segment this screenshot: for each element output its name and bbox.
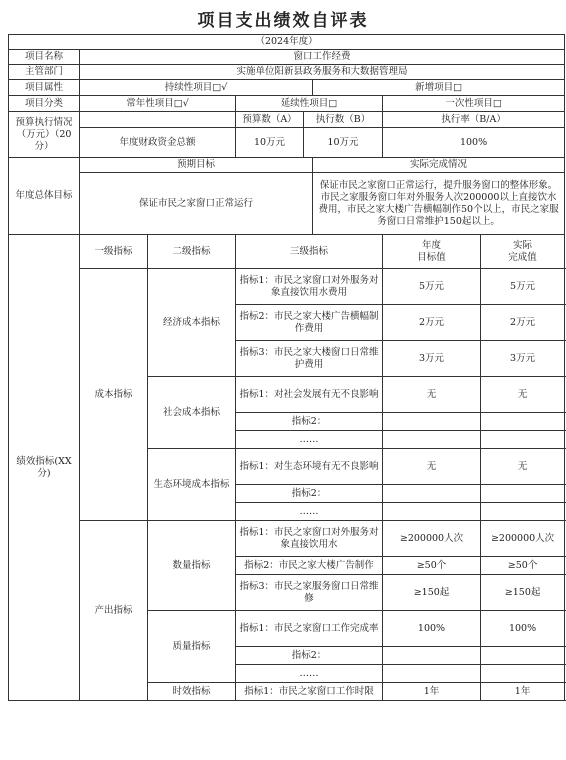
budget-a-value: 10万元 xyxy=(236,128,304,158)
econ-3-actual: 3万元 xyxy=(481,341,565,377)
social-label: 社会成本指标 xyxy=(148,377,236,449)
goal-actual-text: 保证市民之家窗口正常运行，提升服务窗口的整体形象。市民之家服务窗口年对外服务人次200000以上直接饮水费用，市民之家大楼广告横幅制作50个以上，市民之家服务窗口日常维护150起以上。 xyxy=(313,173,565,235)
attr-label: 项目属性 xyxy=(9,80,80,96)
eco-2-actual xyxy=(481,485,565,503)
quality-indicator-3: …… xyxy=(236,665,383,683)
eco-indicator-2: 指标2： xyxy=(236,485,383,503)
quality-3-target xyxy=(383,665,481,683)
time-1-target: 1年 xyxy=(383,683,481,701)
goal-expected-text: 保证市民之家窗口正常运行 xyxy=(80,173,313,235)
qty-indicator-3: 指标3：市民之家服务窗口日常维修 xyxy=(236,575,383,611)
hdr-actual: 实际 完成值 xyxy=(481,235,565,269)
budget-rate-value: 100% xyxy=(383,128,565,158)
hdr-level3: 三级指标 xyxy=(236,235,383,269)
social-3-actual xyxy=(481,431,565,449)
goal-actual-label: 实际完成情况 xyxy=(313,158,565,173)
quality-2-actual xyxy=(481,647,565,665)
dept-label: 主管部门 xyxy=(9,65,80,80)
econ-3-target: 3万元 xyxy=(383,341,481,377)
eco-2-target xyxy=(383,485,481,503)
budget-col-b: 执行数（B） xyxy=(304,112,383,128)
qty-indicator-1: 指标1：市民之家窗口对外服务对象直接饮用水 xyxy=(236,521,383,557)
social-indicator-1: 指标1：对社会发展有无不良影响 xyxy=(236,377,383,413)
hdr-target: 年度 目标值 xyxy=(383,235,481,269)
project-name-label: 项目名称 xyxy=(9,50,80,65)
page-title: 项目支出绩效自评表 xyxy=(197,11,369,31)
eco-3-target xyxy=(383,503,481,521)
output-label: 产出指标 xyxy=(80,521,148,701)
dept-value: 实施单位阳新县政务服务和大数据管理局 xyxy=(80,65,565,80)
attr-new: 新增项目□ xyxy=(313,80,565,96)
cat-extended: 延续性项目□ xyxy=(236,96,383,112)
econ-indicator-2: 指标2：市民之家大楼广告横幅制作费用 xyxy=(236,305,383,341)
social-indicator-3: …… xyxy=(236,431,383,449)
econ-indicator-3: 指标3：市民之家大楼窗口日常维护费用 xyxy=(236,341,383,377)
cat-onetime: 一次性项目□ xyxy=(383,96,565,112)
quality-label: 质量指标 xyxy=(148,611,236,683)
qty-2-target: ≥50个 xyxy=(383,557,481,575)
quality-1-target: 100% xyxy=(383,611,481,647)
social-1-target: 无 xyxy=(383,377,481,413)
social-1-actual: 无 xyxy=(481,377,565,413)
quality-indicator-1: 指标1：市民之家窗口工作完成率 xyxy=(236,611,383,647)
quality-3-actual xyxy=(481,665,565,683)
category-label: 项目分类 xyxy=(9,96,80,112)
eco-indicator-3: …… xyxy=(236,503,383,521)
time-indicator-1: 指标1：市民之家窗口工作时限 xyxy=(236,683,383,701)
qty-label: 数量指标 xyxy=(148,521,236,611)
econ-indicator-1: 指标1：市民之家窗口对外服务对象直接饮用水费用 xyxy=(236,269,383,305)
econ-1-actual: 5万元 xyxy=(481,269,565,305)
budget-col-rate: 执行率（B/A） xyxy=(383,112,565,128)
eco-indicator-1: 指标1：对生态环境有无不良影响 xyxy=(236,449,383,485)
econ-2-target: 2万元 xyxy=(383,305,481,341)
eco-1-target: 无 xyxy=(383,449,481,485)
self-evaluation-table xyxy=(8,34,565,701)
eco-label: 生态环境成本指标 xyxy=(148,449,236,521)
goal-expected-label: 预期目标 xyxy=(80,158,313,173)
quality-indicator-2: 指标2： xyxy=(236,647,383,665)
project-name-value: 窗口工作经费 xyxy=(80,50,565,65)
social-indicator-2: 指标2： xyxy=(236,413,383,431)
time-label: 时效指标 xyxy=(148,683,236,701)
cat-regular: 常年性项目□√ xyxy=(80,96,236,112)
quality-1-actual: 100% xyxy=(481,611,565,647)
budget-label: 预算执行情况（万元）（20分） xyxy=(9,112,80,158)
econ-2-actual: 2万元 xyxy=(481,305,565,341)
qty-2-actual: ≥50个 xyxy=(481,557,565,575)
qty-1-target: ≥200000人次 xyxy=(383,521,481,557)
qty-1-actual: ≥200000人次 xyxy=(481,521,565,557)
eco-1-actual: 无 xyxy=(481,449,565,485)
eco-3-actual xyxy=(481,503,565,521)
goal-label: 年度总体目标 xyxy=(9,158,80,235)
qty-indicator-2: 指标2：市民之家大楼广告制作 xyxy=(236,557,383,575)
social-2-target xyxy=(383,413,481,431)
hdr-level1: 一级指标 xyxy=(80,235,148,269)
quality-2-target xyxy=(383,647,481,665)
cost-label: 成本指标 xyxy=(80,269,148,521)
year-row: （2024年度） xyxy=(9,35,565,50)
budget-b-value: 10万元 xyxy=(304,128,383,158)
budget-empty-header xyxy=(80,112,236,128)
time-1-actual: 1年 xyxy=(481,683,565,701)
hdr-level2: 二级指标 xyxy=(148,235,236,269)
qty-3-actual: ≥150起 xyxy=(481,575,565,611)
econ-1-target: 5万元 xyxy=(383,269,481,305)
perf-label: 绩效指标(XX分) xyxy=(9,235,80,701)
social-3-target xyxy=(383,431,481,449)
attr-continuing: 持续性项目□√ xyxy=(80,80,313,96)
budget-row-label: 年度财政资金总额 xyxy=(80,128,236,158)
social-2-actual xyxy=(481,413,565,431)
qty-3-target: ≥150起 xyxy=(383,575,481,611)
econ-label: 经济成本指标 xyxy=(148,269,236,377)
budget-col-a: 预算数（A） xyxy=(236,112,304,128)
